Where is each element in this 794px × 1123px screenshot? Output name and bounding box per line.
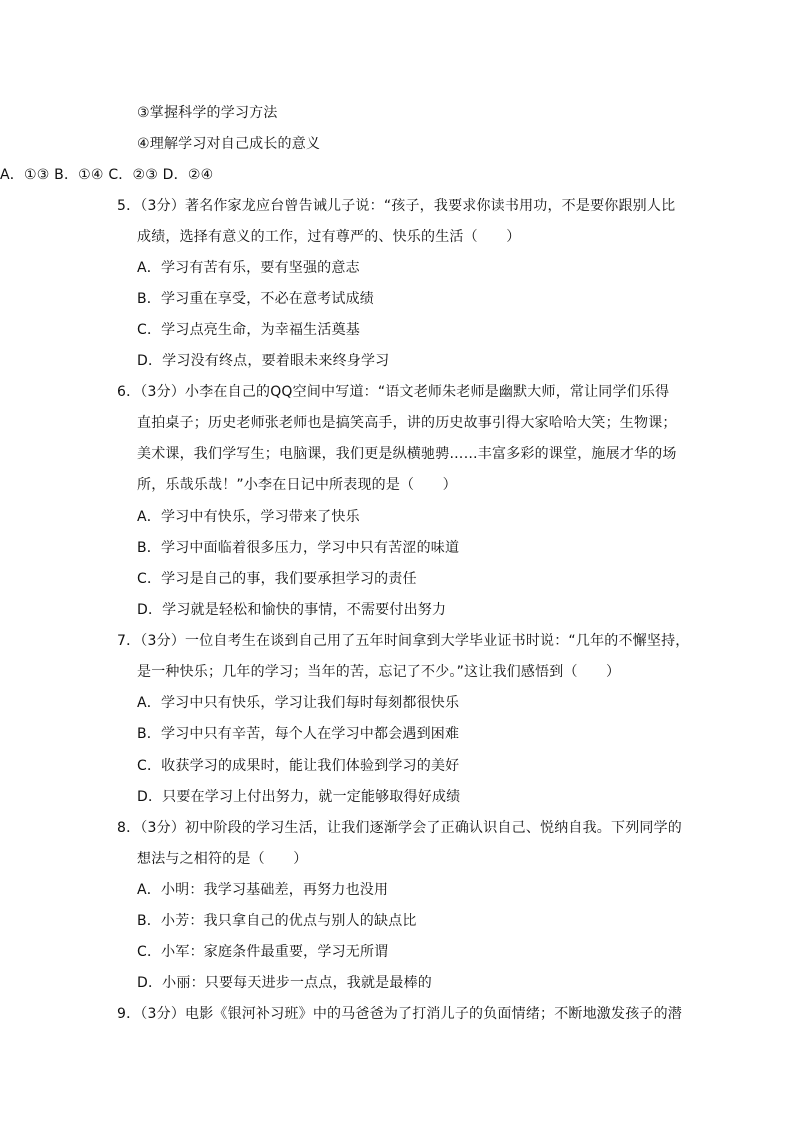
q5-option-b: B．学习重在享受，不必在意考试成绩	[137, 291, 375, 307]
q6-option-d: D．学习就是轻松和愉快的事情，不需要付出努力	[137, 602, 447, 618]
q6-stem-line-2: 直拍桌子；历史老师张老师也是搞笑高手，讲的历史故事引得大家哈哈大笑；生物课；	[137, 415, 677, 431]
q6-stem-line-3: 美术课，我们学写生；电脑课，我们更是纵横驰骋……丰富多彩的课堂，施展才华的场	[137, 446, 677, 462]
q5-option-c: C．学习点亮生命，为幸福生活奠基	[137, 322, 360, 338]
prev-item-4: ④理解学习对自己成长的意义	[137, 136, 321, 152]
q7-option-d: D．只要在学习上付出努力，就一定能够取得好成绩	[137, 789, 461, 805]
q7-option-b: B．学习中只有辛苦，每个人在学习中都会遇到困难	[137, 726, 460, 742]
q9-stem-line-1: 9．（3分）电影《银河补习班》中的马爸爸为了打消儿子的负面情绪；不断地激发孩子的潜	[117, 1006, 683, 1022]
prev-choices-row	[0, 165, 794, 185]
prev-choice-c: C．②③	[108, 167, 158, 183]
q7-option-a: A．学习中只有快乐，学习让我们每时每刻都很快乐	[137, 695, 460, 711]
prev-choice-a: A．①③	[0, 167, 50, 183]
prev-item-3: ③掌握科学的学习方法	[137, 105, 278, 121]
q5-option-d: D．学习没有终点，要着眼未来终身学习	[137, 353, 390, 369]
q6-option-b: B．学习中面临着很多压力，学习中只有苦涩的味道	[137, 540, 460, 556]
prev-choice-d: D．②④	[162, 167, 214, 183]
q8-stem-line-2: 想法与之相符的是（ ）	[137, 851, 308, 867]
q8-option-c: C．小军：家庭条件最重要，学习无所谓	[137, 944, 389, 960]
q6-option-c: C．学习是自己的事，我们要承担学习的责任	[137, 571, 417, 587]
q7-stem-line-1: 7．（3分）一位自考生在谈到自己用了五年时间拿到大学毕业证书时说：“几年的不懈坚持，	[117, 633, 690, 649]
q5-stem-line-1: 5．（3分）著名作家龙应台曾告诫儿子说：“孩子，我要求你读书用功，不是要你跟别人比	[117, 198, 676, 214]
q6-stem-line-4: 所，乐哉乐哉！”小李在日记中所表现的是（ ）	[137, 477, 457, 493]
q8-option-a: A．小明：我学习基础差，再努力也没用	[137, 882, 389, 898]
q7-option-c: C．收获学习的成果时，能让我们体验到学习的美好	[137, 758, 460, 774]
q6-stem-line-1: 6．（3分）小李在自己的QQ空间中写道：“语文老师朱老师是幽默大师，常让同学们乐得	[117, 384, 670, 400]
q7-stem-line-2: 是一种快乐；几年的学习；当年的苦，忘记了不少。”这让我们感悟到（ ）	[137, 664, 621, 680]
q8-option-d: D．小丽：只要每天进步一点点，我就是最棒的	[137, 975, 432, 991]
q5-stem-line-2: 成绩，选择有意义的工作，过有尊严的、快乐的生活（ ）	[137, 229, 521, 245]
q8-option-b: B．小芳：我只拿自己的优点与别人的缺点比	[137, 913, 417, 929]
q8-stem-line-1: 8．（3分）初中阶段的学习生活，让我们逐渐学会了正确认识自己、悦纳自我。下列同学的	[117, 820, 683, 836]
q5-option-a: A．学习有苦有乐，要有坚强的意志	[137, 260, 360, 276]
prev-choice-b: B．①④	[54, 167, 104, 183]
q6-option-a: A．学习中有快乐，学习带来了快乐	[137, 509, 360, 525]
